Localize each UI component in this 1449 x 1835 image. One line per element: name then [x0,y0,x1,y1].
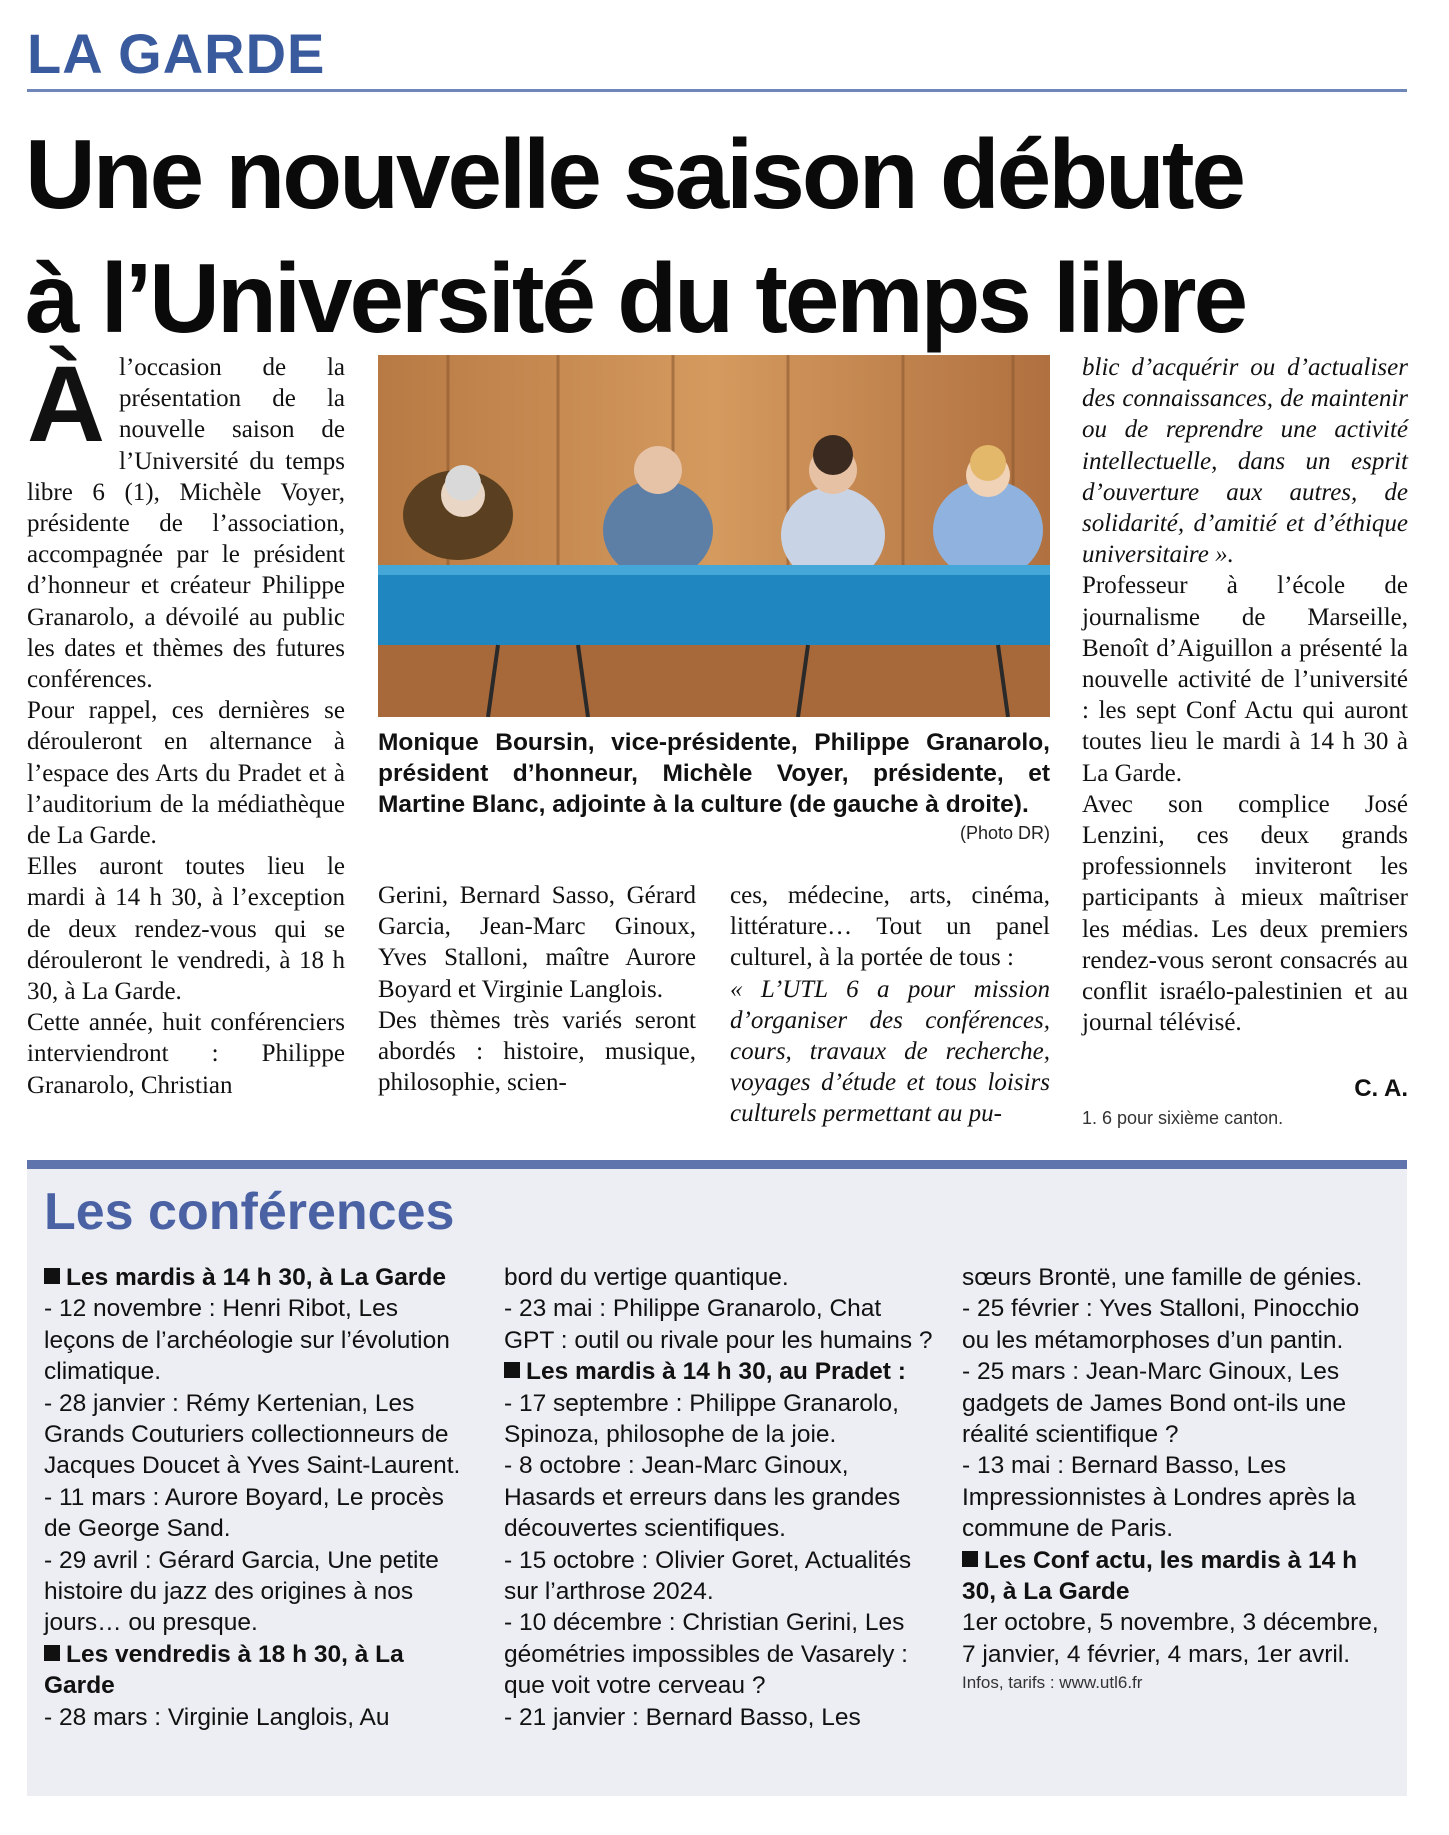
article-quote: blic d’acquérir ou d’actualiser des connaissances, de maintenir ou de reprendre une activité intellectuelle, dans un esprit d’ouverture aux autres, de solidarité, d’amitié et d’éthique universitaire ». [1082,354,1408,569]
article-paragraph: Des thèmes très variés seront abordés : histoire, musique, philosophie, scien- [378,1006,696,1097]
conference-item: - 12 novembre : Henri Ribot, Les leçons de l’archéologie sur l’évolution climatique. [44,1295,450,1386]
conferences-box-rule [27,1160,1407,1169]
article-paragraph: Elles auront toutes lieu le mardi à 14 h 30, à l’exception de deux rendez-vous qui se dérouleront le vendredi, à 18 h 30, à La Garde. [27,853,345,1006]
conference-item: bord du vertige quantique. [504,1264,789,1291]
conference-item: - 8 octobre : Jean-Marc Ginoux, Hasards et erreurs dans les grandes découvertes scientifiques. [504,1452,901,1543]
infos-line: Infos, tarifs : www.utl6.fr [962,1673,1143,1693]
article-column-2 [378,880,696,1098]
conference-item: - 17 septembre : Philippe Granarolo, Spinoza, philosophe de la joie. [504,1389,899,1449]
conference-item: - 25 mars : Jean-Marc Ginoux, Les gadgets de James Bond ont-ils une réalité scientifique ? [962,1358,1347,1449]
conference-item: - 25 février : Yves Stalloni, Pinocchio ou les métamorphoses d’un pantin. [962,1295,1360,1354]
conference-item: 1er octobre, 5 novembre, 3 décembre, 7 janvier, 4 février, 4 mars, 1er avril. [962,1609,1379,1668]
section-kicker: LA GARDE [27,22,326,85]
schedule-heading [504,1356,934,1387]
schedule-heading [44,1639,474,1702]
drop-cap: À [27,343,105,464]
article-paragraph: ces, médecine, arts, cinéma, littérature… Tout un panel culturel, à la portée de tous : [730,882,1050,972]
headline-line-2: à l’Université du temps libre [25,243,1246,353]
conferences-column-3 [962,1262,1392,1696]
conference-item: - 28 mars : Virginie Langlois, Au [44,1703,390,1731]
panel-photo-illustration [378,355,1050,717]
schedule-heading-text: Les vendredis à 18 h 30, à La Garde [44,1640,404,1700]
article-column-4 [1082,352,1408,1038]
article-paragraph: Avec son complice José Lenzini, ces deux grands professionnels inviteront les participants à mieux maîtriser les médias. Les deux premiers rendez-vous seront consacrés au conflit israélo-palestinien et au journal télévisé. [1082,790,1408,1037]
conference-item: - 21 janvier : Bernard Basso, Les [504,1703,861,1731]
conference-item: - 13 mai : Bernard Basso, Les Impressionnistes à Londres après la commune de Paris. [962,1452,1356,1543]
square-bullet-icon [504,1362,520,1378]
article-paragraph: Gerini, Bernard Sasso, Gérard Garcia, Jean-Marc Ginoux, Yves Stalloni, maître Aurore Boyard et Virginie Langlois. [378,882,696,1003]
conference-item: - 23 mai : Philippe Granarolo, Chat GPT : outil ou rivale pour les humains ? [504,1295,933,1354]
article-paragraph: Pour rappel, ces dernières se dérouleront en alternance à l’espace des Arts du Pradet et à l’auditorium de la médiathèque de La Garde. [27,697,345,850]
article-column-3 [730,880,1050,1130]
conferences-title: Les conférences [44,1183,455,1241]
schedule-heading-text: Les mardis à 14 h 30, à La Garde [66,1264,446,1291]
conference-item: - 29 avril : Gérard Garcia, Une petite histoire du jazz des origines à nos jours… ou presque. [44,1546,439,1637]
article-quote: « L’UTL 6 a pour mission d’organiser des conférences, cours, travaux de recherche, voyages d’étude et tous loisirs culturels permettant au pu- [730,975,1050,1128]
headline [25,112,1425,360]
conference-item: - 11 mars : Aurore Boyard, Le procès de George Sand. [44,1483,444,1543]
square-bullet-icon [962,1551,978,1567]
article-paragraph: l’occasion de la présentation de la nouvelle saison de l’Université du temps libre 6 (1), Michèle Voyer, présidente de l’association, accompagnée par le président d’honneur et créateur Philippe Granarolo, a dévoilé au public les dates et thèmes des futures conférences. [27,354,345,694]
headline-line-1: Une nouvelle saison débute [25,119,1244,229]
square-bullet-icon [44,1268,60,1284]
conference-item: - 28 janvier : Rémy Kertenian, Les Grands Couturiers collectionneurs de Jacques Doucet à Yves Saint-Laurent. [44,1389,461,1480]
conference-item: - 15 octobre : Olivier Goret, Actualités sur l’arthrose 2024. [504,1546,912,1606]
schedule-heading-text: Les mardis à 14 h 30, au Pradet : [526,1358,906,1386]
article-photo [378,355,1050,717]
article-paragraph: Professeur à l’école de journalisme de Marseille, Benoît d’Aiguillon a présenté la nouvelle activité de l’université : les sept Conf Actu qui auront toutes lieu le mardi à 14 h 30 à La Garde. [1082,572,1408,787]
schedule-heading-text: Les Conf actu, les mardis à 14 h 30, à La Garde [962,1546,1358,1606]
schedule-heading [44,1262,474,1293]
conference-item: sœurs Brontë, une famille de génies. [962,1264,1363,1291]
article-column-1 [27,343,345,1101]
photo-credit: (Photo DR) [959,823,1050,843]
article-paragraph: Cette année, huit conférenciers interviendront : Philippe Granarolo, Christian [27,1009,345,1099]
photo-caption: Monique Boursin, vice-présidente, Philippe Granarolo, président d’honneur, Michèle Voyer, présidente, et Martine Blanc, adjointe à la culture (de gauche à droite). [378,729,1050,818]
header-rule [27,89,1407,92]
schedule-heading [962,1545,1392,1608]
conferences-column-2 [504,1262,934,1733]
conference-item: - 10 décembre : Christian Gerini, Les géométries impossibles de Vasarely : que voit votre cerveau ? [504,1609,908,1700]
footnote: 1. 6 pour sixième canton. [1082,1108,1284,1128]
author-signature: C. A. [1354,1075,1408,1102]
conferences-column-1 [44,1262,474,1733]
square-bullet-icon [44,1645,60,1661]
